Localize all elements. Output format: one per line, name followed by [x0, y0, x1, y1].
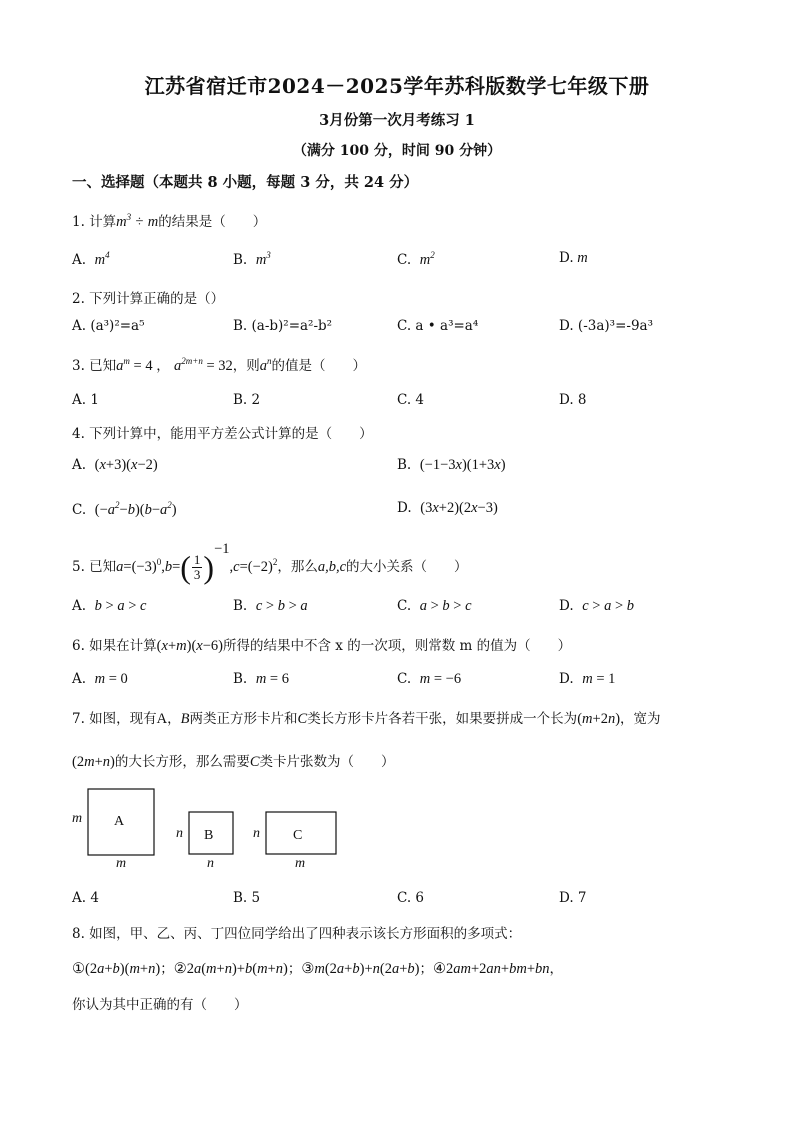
card-c-side-label: n — [253, 826, 260, 841]
q2-option-b[interactable]: B. (a-b)²=a²-b² — [233, 318, 333, 334]
q6-option-b[interactable]: B. m = 6 — [233, 671, 289, 687]
q5-option-d[interactable]: D. c > a > b — [559, 598, 635, 614]
question-7-line-1: 7. 如图，现有A，B两类正方形卡片和C类长方形卡片各若干张，如果要拼成一个长为(m+2n)，宽为 — [72, 711, 661, 727]
section-heading: 一、选择题（本题共 8 小题，每题 3 分，共 24 分） — [72, 174, 419, 191]
q5-option-a[interactable]: A. b > a > c — [72, 598, 147, 614]
exam-subtitle: 3月份第一次月考练习 1 — [319, 112, 475, 129]
q4-option-a[interactable]: A. (x+3)(x−2) — [72, 457, 158, 473]
q2-option-c[interactable]: C. a • a³=a⁴ — [397, 318, 479, 334]
question-7-line-2: (2m+n)的大长方形，那么需要C类卡片张数为（ ） — [72, 754, 395, 770]
q3-option-a[interactable]: A. 1 — [72, 392, 99, 408]
question-2: 2. 下列计算正确的是（） — [72, 291, 225, 307]
question-4: 4. 下列计算中，能用平方差公式计算的是（ ） — [72, 426, 373, 442]
card-c-label: C — [293, 828, 303, 843]
q4-option-d[interactable]: D. (3x+2)(2x−3) — [397, 500, 498, 516]
question-6: 6. 如果在计算(x+m)(x−6)所得的结果中不含 x 的一次项，则常数 m 的值为（ ） — [72, 638, 572, 654]
q1-option-b[interactable]: B. $m^3$ — [233, 250, 271, 268]
q1-option-c[interactable]: C. $m^2$ — [397, 250, 435, 268]
card-c-bottom-label: m — [295, 856, 306, 871]
q6-option-c[interactable]: C. m = −6 — [397, 671, 462, 687]
q7-option-b[interactable]: B. 5 — [233, 890, 261, 906]
exam-meta: （满分 100 分，时间 90 分钟） — [292, 143, 502, 159]
q3-option-d[interactable]: D. 8 — [559, 392, 587, 408]
question-3: 3. 已知$a^m = 4$ ， $a^{2m+n} = 32$，则$a^n$的值是（ ） — [72, 356, 367, 374]
card-b-label: B — [204, 828, 214, 843]
q7-option-c[interactable]: C. 6 — [397, 890, 425, 906]
q2-option-a[interactable]: A. (a³)²=a⁵ — [72, 318, 145, 334]
q2-option-d[interactable]: D. (-3a)³=-9a³ — [559, 318, 653, 334]
q5-option-c[interactable]: C. a > b > c — [397, 598, 472, 614]
question-8: 8. 如图，甲、乙、丙、丁四位同学给出了四种表示该长方形面积的多项式： — [72, 926, 522, 942]
q5-option-b[interactable]: B. c > b > a — [233, 598, 308, 614]
q6-option-d[interactable]: D. m = 1 — [559, 671, 616, 687]
card-b-side-label: n — [176, 826, 183, 841]
question-5: 5. 已知$a=(-3)^0,b=$( $\frac{1}{3}$ )$^{-1},c=(-2)^2$，那么a,b,c的大小关系（ ） — [72, 541, 468, 585]
q7-option-d[interactable]: D. 7 — [559, 890, 587, 906]
q8-question: 你认为其中正确的有（ ） — [72, 997, 248, 1013]
q3-option-c[interactable]: C. 4 — [397, 392, 425, 408]
q3-option-b[interactable]: B. 2 — [233, 392, 261, 408]
q8-expressions: ①(2a+b)(m+n)；②2a(m+n)+b(m+n)；③m(2a+b)+n(2a+b)；④2am+2an+bm+bn， — [72, 961, 564, 977]
q4-option-b[interactable]: B. (−1−3x)(1+3x) — [397, 457, 506, 473]
card-a-bottom-label: m — [116, 856, 127, 871]
card-a-side-label: m — [72, 811, 83, 826]
q1-option-a[interactable]: A. $m^4$ — [72, 250, 110, 268]
question-1: 1. 计算$m^3 \div m$的结果是（ ） — [72, 212, 267, 230]
exam-title: 江苏省宿迁市2024－2025学年苏科版数学七年级下册 — [144, 74, 650, 98]
q7-option-a[interactable]: A. 4 — [72, 890, 99, 906]
q6-option-a[interactable]: A. m = 0 — [72, 671, 128, 687]
card-b-bottom-label: n — [207, 856, 214, 871]
q4-option-c[interactable]: C. $(-a^2-b)(b-a^2)$ — [72, 500, 177, 518]
q1-option-d[interactable]: D. m — [559, 250, 588, 266]
card-a-label: A — [114, 814, 125, 829]
